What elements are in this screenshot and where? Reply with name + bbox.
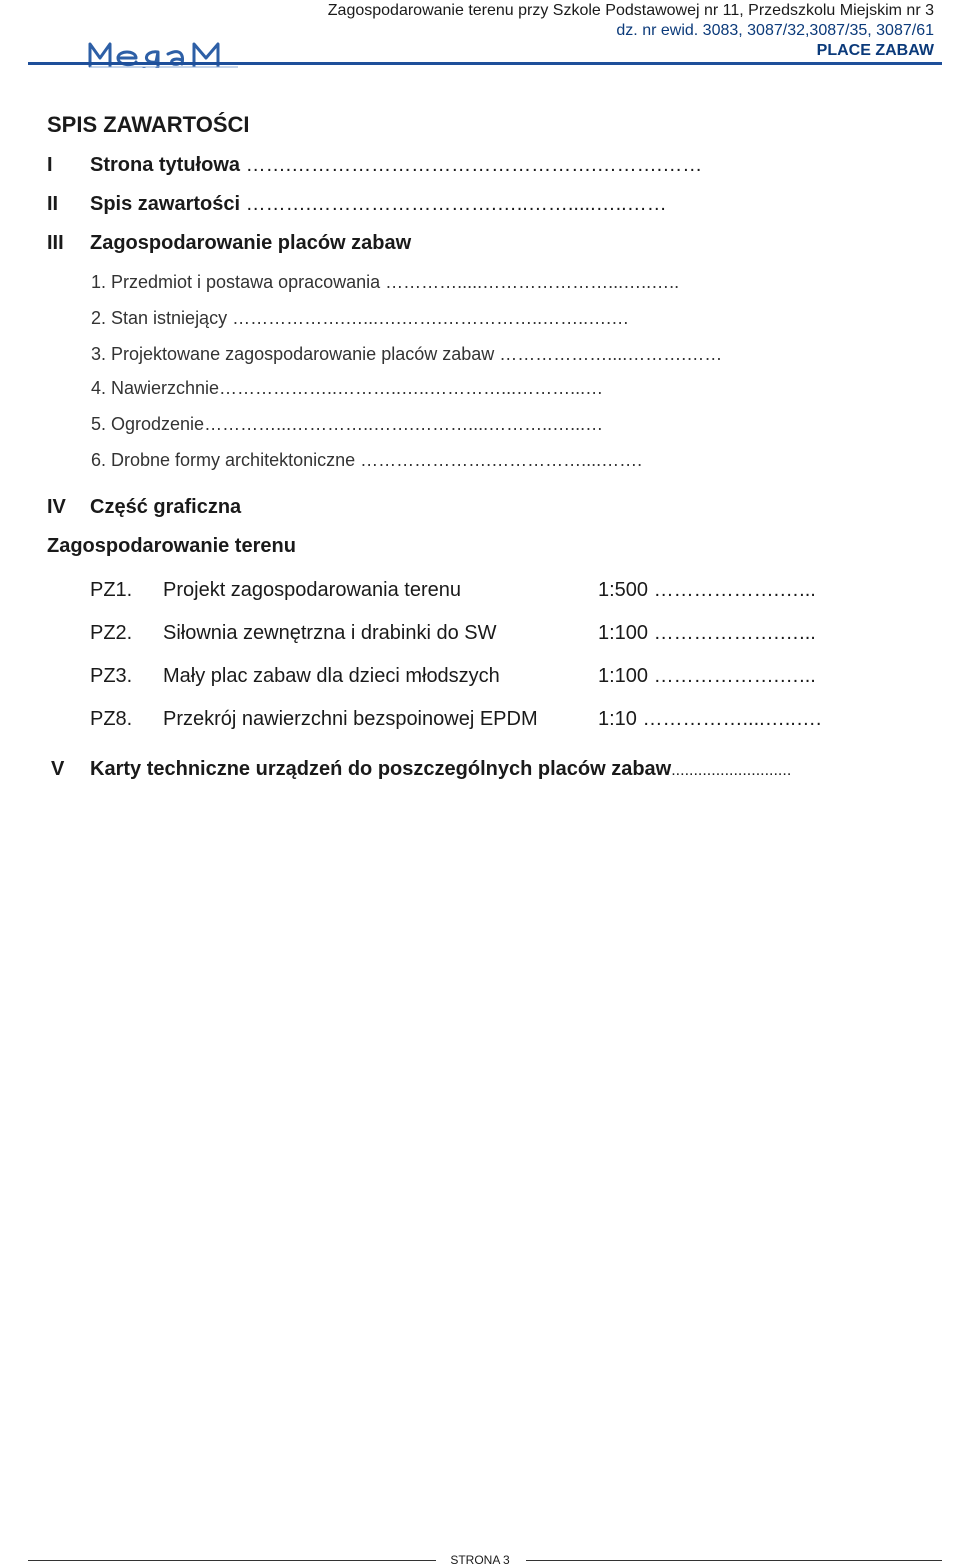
toc-title: SPIS ZAWARTOŚCI (47, 112, 250, 137)
drawing-name: Siłownia zewnętrzna i drabinki do SW (163, 622, 497, 644)
drawing-name: Przekrój nawierzchni bezspoinowej EPDM (163, 708, 538, 730)
header-divider (28, 62, 942, 65)
section-numeral: I (47, 154, 53, 176)
drawing-scale: 1:10 ……………....…..…. (598, 708, 822, 730)
drawing-name: Mały plac zabaw dla dzieci młodszych (163, 665, 500, 687)
section-label: Karty techniczne urządzeń do poszczególnych placów zabaw........................... (90, 758, 792, 780)
toc-subitem[interactable]: 5. Ogrodzenie…………...…………..…….………....………..…...… (91, 414, 604, 434)
drawing-code: PZ8. (90, 708, 133, 730)
drawing-code: PZ1. (90, 579, 133, 601)
section-numeral: V (51, 758, 65, 780)
drawing-scale: 1:100 ……………….…... (598, 622, 816, 644)
toc-subheading: Zagospodarowanie terenu (47, 535, 296, 557)
section-label: Zagospodarowanie placów zabaw (90, 232, 412, 254)
drawing-code: PZ2. (90, 622, 133, 644)
header-parcel-numbers: dz. nr ewid. 3083, 3087/32,3087/35, 3087/61 (616, 22, 934, 39)
header-project-title: Zagospodarowanie terenu przy Szkole Podstawowej nr 11, Przedszkolu Miejskim nr 3 (327, 2, 934, 19)
page-header (0, 0, 960, 72)
section-numeral: III (47, 232, 64, 254)
drawing-code: PZ3. (90, 665, 133, 687)
toc-subitem[interactable]: 4. Nawierzchnie………………..………..…..…………...………...… (91, 378, 604, 398)
section-numeral: II (47, 193, 59, 215)
section-label: Część graficzna (90, 496, 242, 518)
section-label: Spis zawartości ……….……………………….…..…….....…..…… (90, 193, 667, 215)
toc-subitem[interactable]: 6. Drobne formy architektoniczne ………………….……………....……. (91, 450, 643, 470)
drawing-scale: 1:500 ……………….…... (598, 579, 816, 601)
toc-subitem[interactable]: 3. Projektowane zagospodarowanie placów zabaw ………………....……….…… (91, 344, 723, 364)
drawing-scale: 1:100 ……………….…... (598, 665, 816, 687)
section-numeral: IV (47, 496, 66, 518)
page-number: STRONA 3 (0, 1553, 960, 1567)
header-text-block (328, 1, 934, 61)
drawing-name: Projekt zagospodarowania terenu (163, 579, 461, 601)
section-label: Strona tytułowa …….……………………………………….……….…… (90, 154, 703, 176)
toc-subitem[interactable]: 1. Przedmiot i postawa opracowania ………….....…………………...…..….. (91, 272, 680, 292)
toc-subitem[interactable]: 2. Stan istniejący ……………….…...….…….……………..……..….… (91, 308, 630, 328)
header-section-name: PLACE ZABAW (816, 42, 934, 59)
